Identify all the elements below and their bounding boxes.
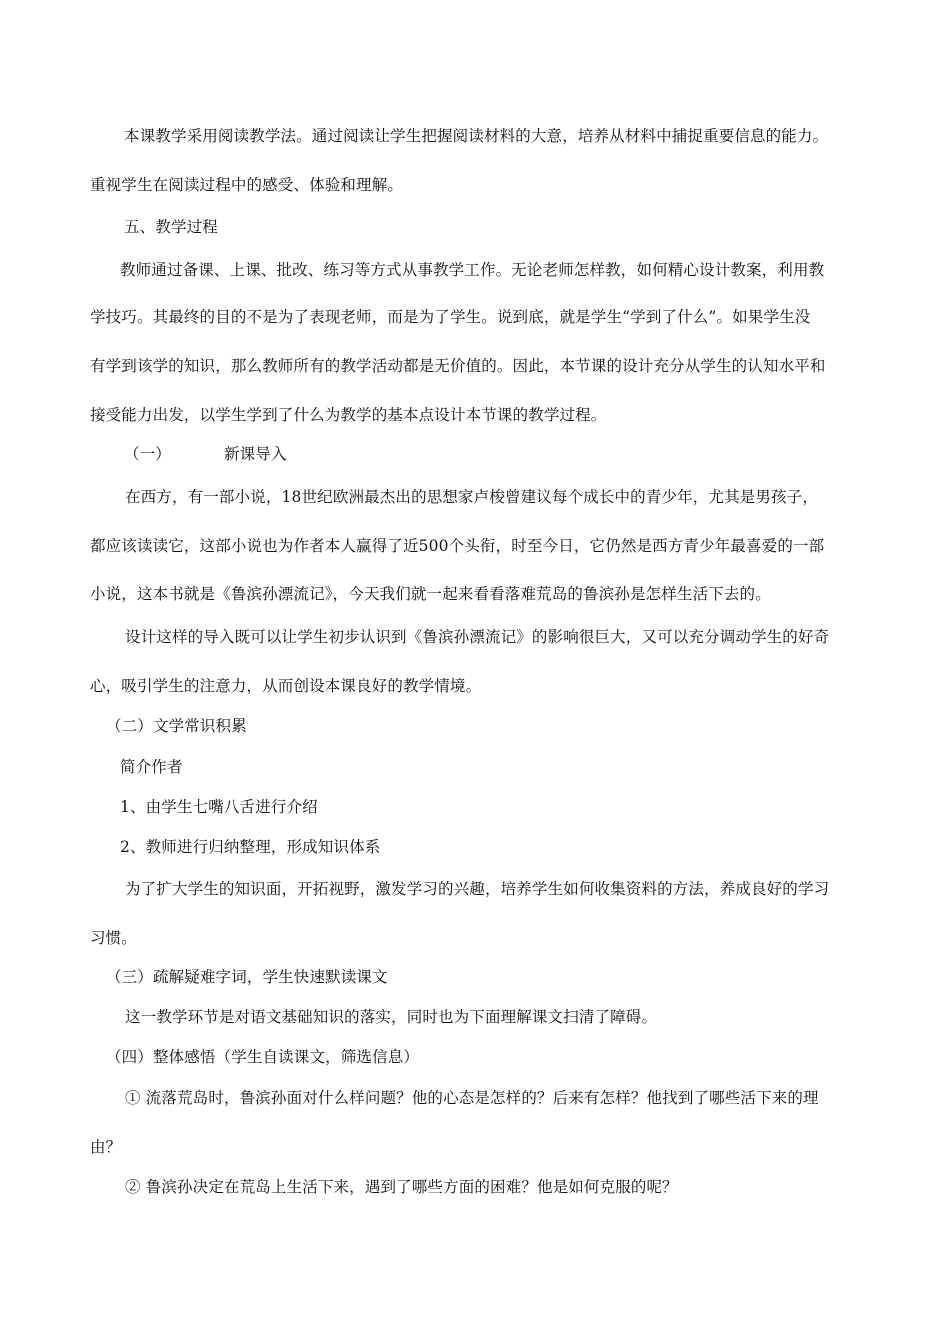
paragraph-line: 小说，这本书就是《鲁滨孙漂流记》，今天我们就一起来看看落难荒岛的鲁滨孙是怎样生活下去的。 bbox=[90, 585, 771, 603]
subsection-heading: （四）整体感悟（学生自读课文，筛选信息） bbox=[106, 1048, 420, 1066]
paragraph-line: 接受能力出发，以学生学到了什么为教学的基本点设计本节课的教学过程。 bbox=[90, 406, 607, 424]
question-line: ② 鲁滨孙决定在荒岛上生活下来，遇到了哪些方面的困难？他是如何克服的呢？ bbox=[125, 1178, 678, 1196]
paragraph-line bbox=[120, 260, 856, 280]
subsection-title: 新课导入 bbox=[224, 445, 287, 463]
text-line: 本课教学采用阅读教学法。通过阅读让学生把握阅读材料的大意，培养从材料中捕捉重要信息的能力。 bbox=[124, 127, 829, 145]
paragraph-line: 心，吸引学生的注意力，从而创设本课良好的教学情境。 bbox=[90, 677, 482, 695]
paragraph-line: 这一教学环节是对语文基础知识的落实，同时也为下面理解课文扫清了障碍。 bbox=[125, 1008, 658, 1026]
paragraph-line: 在西方，有一部小说，18世纪欧洲最杰出的思想家卢梭曾建议每个成长中的青少年，尤其是男孩子， bbox=[125, 488, 818, 506]
question-line: 由？ bbox=[90, 1138, 122, 1156]
subsection-heading: （三）疏解疑难字词，学生快速默读课文 bbox=[106, 968, 388, 986]
paragraph-line: 为了扩大学生的知识面，开拓视野，激发学习的兴趣，培养学生如何收集资料的方法，养成良好的学习 bbox=[125, 880, 830, 898]
paragraph-line: 有学到该学的知识，那么教师所有的教学活动都是无价值的。因此，本节课的设计充分从学生的认知水平和 bbox=[90, 357, 826, 375]
paragraph-line: 学技巧。其最终的目的不是为了表现老师，而是为了学生。说到底，就是学生“学到了什么”。如果学生没 bbox=[90, 308, 811, 326]
subsection-heading: （二）文学常识积累 bbox=[106, 717, 247, 735]
paragraph-line: 设计这样的导入既可以让学生初步认识到《鲁滨孙漂流记》的影响很巨大，又可以充分调动学生的好奇 bbox=[125, 628, 830, 646]
question-line: ① 流落荒岛时，鲁滨孙面对什么样问题？他的心态是怎样的？后来有怎样？他找到了哪些活下来的理 bbox=[125, 1089, 819, 1107]
section-heading: 五、教学过程 bbox=[124, 218, 218, 236]
subsection-number: （一） bbox=[124, 445, 171, 463]
list-item: 2、教师进行归纳整理，形成知识体系 bbox=[120, 838, 381, 856]
paragraph-line: 重视学生在阅读过程中的感受、体验和理解。 bbox=[90, 176, 404, 194]
list-item: 1、由学生七嘴八舌进行介绍 bbox=[120, 798, 318, 816]
paragraph-line: 简介作者 bbox=[120, 758, 183, 776]
paragraph-line: 习惯。 bbox=[90, 929, 137, 947]
text-line: 教师通过备课、上课、批改、练习等方式从事教学工作。无论老师怎样教，如何精心设计教案，利用教 bbox=[120, 261, 825, 279]
paragraph-line: 都应该读读它，这部小说也为作者本人赢得了近500个头衔，时至今日，它仍然是西方青少年最喜爱的一部 bbox=[90, 537, 825, 555]
paragraph-line bbox=[124, 126, 857, 146]
